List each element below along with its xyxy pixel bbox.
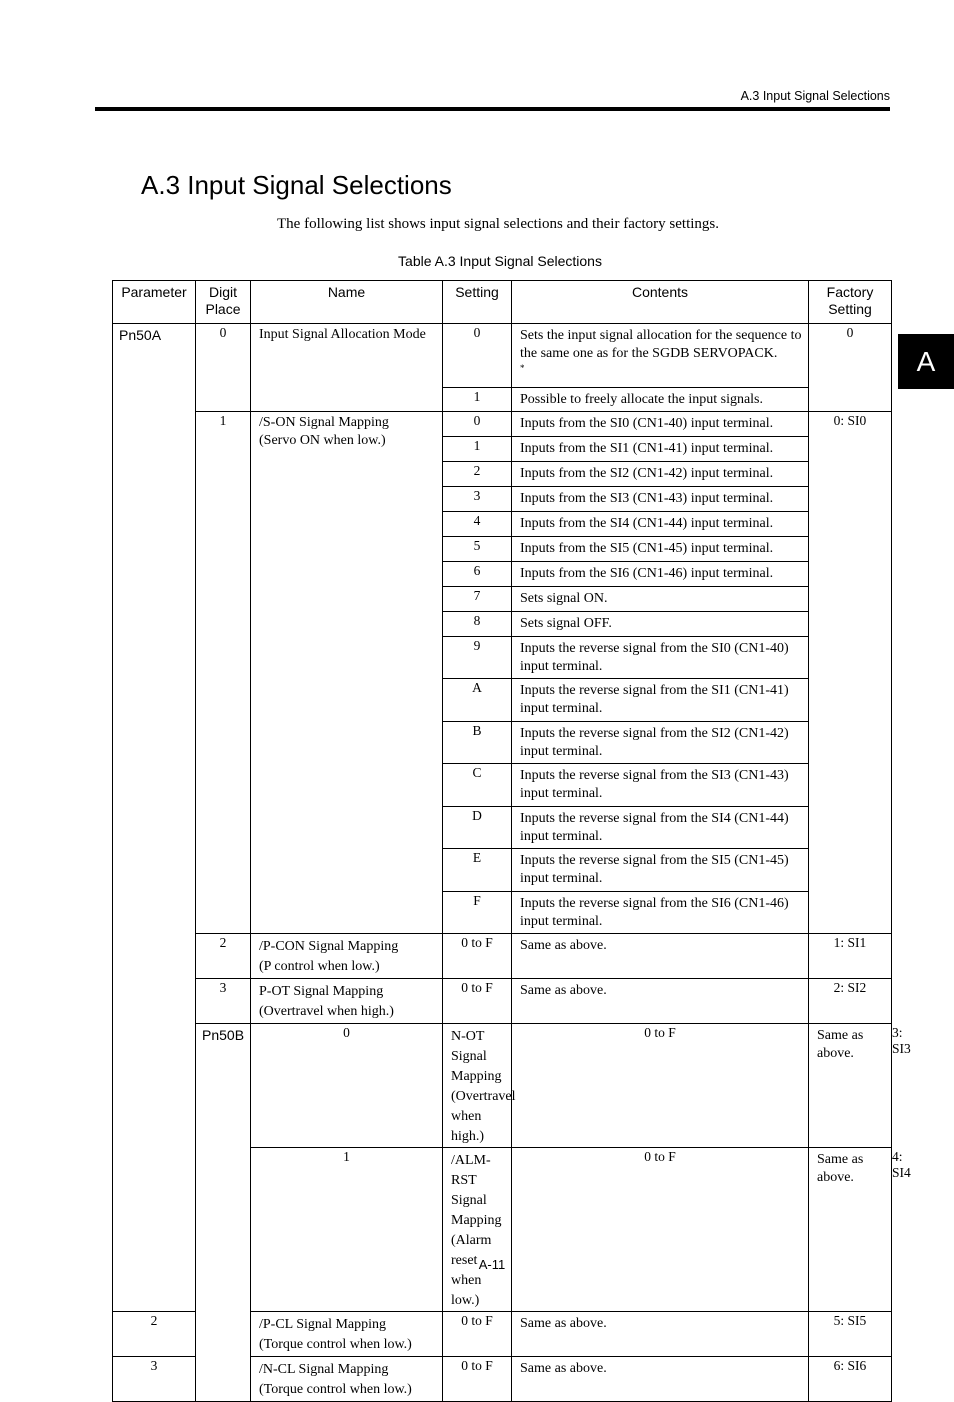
contents-cell: Inputs from the SI1 (CN1-41) input terminal.: [512, 437, 809, 462]
setting-cell: 0 to F: [512, 1148, 809, 1312]
name-line: (Overtravel when high.): [259, 1004, 394, 1019]
name-line: N-OT Signal Mapping: [451, 1029, 502, 1084]
contents-cell: Inputs from the SI4 (CN1-44) input terminal.: [512, 512, 809, 537]
setting-cell: 0 to F: [443, 979, 512, 1024]
table-row: [113, 979, 892, 1024]
header-rule: [95, 107, 890, 111]
table-header-row: [113, 281, 892, 324]
digit-cell: 3: [113, 1357, 196, 1402]
col-header-parameter: Parameter: [113, 281, 196, 324]
contents-cell: Inputs from the SI6 (CN1-46) input terminal.: [512, 562, 809, 587]
setting-cell: D: [443, 807, 512, 849]
table-caption: Table A.3 Input Signal Selections: [398, 253, 602, 269]
setting-cell: 6: [443, 562, 512, 587]
contents-cell: Sets signal ON.: [512, 587, 809, 612]
name-cell: [251, 979, 443, 1024]
factory-cell: 5: SI5: [809, 1312, 892, 1357]
contents-cell: [512, 324, 809, 388]
name-line: (Overtravel when high.): [451, 1089, 516, 1144]
col-header-contents: Contents: [512, 281, 809, 324]
name-line: (Servo ON when low.): [259, 433, 386, 448]
setting-cell: 0 to F: [443, 934, 512, 979]
contents-cell: Possible to freely allocate the input signals.: [512, 388, 809, 412]
name-line: (Torque control when low.): [259, 1382, 412, 1397]
setting-cell: 9: [443, 637, 512, 679]
contents-text: Sets the input signal allocation for the sequence to the same one as for the SGDB SERVOPACK.: [520, 328, 802, 361]
name-line: (Torque control when low.): [259, 1337, 412, 1352]
digit-cell: 2: [113, 1312, 196, 1357]
name-cell: [251, 412, 443, 934]
digit-cell: 1: [196, 412, 251, 934]
setting-cell: C: [443, 764, 512, 807]
intro-paragraph: The following list shows input signal selections and their factory settings.: [277, 216, 720, 232]
contents-cell: Inputs from the SI5 (CN1-45) input terminal.: [512, 537, 809, 562]
name-cell: [251, 1357, 443, 1402]
contents-cell: Inputs the reverse signal from the SI3 (CN1-43) input terminal.: [512, 764, 809, 807]
setting-cell: 1: [443, 437, 512, 462]
name-cell: [251, 934, 443, 979]
parameter-cell: Pn50A: [113, 324, 196, 1312]
setting-cell: 0: [443, 412, 512, 437]
setting-cell: 0: [443, 324, 512, 388]
name-cell: [443, 1148, 512, 1312]
contents-cell: Inputs the reverse signal from the SI5 (CN1-45) input terminal.: [512, 849, 809, 892]
table-row: [113, 412, 892, 437]
factory-cell: 0: SI0: [809, 412, 892, 934]
setting-cell: B: [443, 722, 512, 764]
contents-cell: Inputs from the SI3 (CN1-43) input terminal.: [512, 487, 809, 512]
contents-cell: Same as above.: [512, 1312, 809, 1357]
setting-cell: 0 to F: [443, 1357, 512, 1402]
factory-cell: 6: SI6: [809, 1357, 892, 1402]
contents-cell: Same as above.: [512, 1357, 809, 1402]
footnote-mark: *: [520, 363, 525, 373]
contents-cell: Inputs the reverse signal from the SI0 (CN1-40) input terminal.: [512, 637, 809, 679]
setting-cell: 1: [443, 388, 512, 412]
table-row: 1 /ALM-RST Signal Mapping (Alarm reset when low.) 0 to F Same as above. 4: SI4: [113, 1148, 892, 1312]
digit-cell: 3: [196, 979, 251, 1024]
name-line: P-OT Signal Mapping: [259, 984, 384, 999]
contents-cell: Sets signal OFF.: [512, 612, 809, 637]
name-line: /ALM-RST Signal Mapping: [451, 1153, 502, 1228]
setting-cell: 3: [443, 487, 512, 512]
name-line: /S-ON Signal Mapping: [259, 415, 389, 430]
setting-cell: 5: [443, 537, 512, 562]
input-signal-table: [112, 280, 911, 1402]
name-cell: [443, 1024, 516, 1148]
contents-cell: Same as above.: [809, 1148, 892, 1312]
contents-cell: Same as above.: [512, 934, 809, 979]
table-row: [113, 324, 892, 388]
setting-cell: E: [443, 849, 512, 892]
page-number: A-11: [478, 1257, 506, 1272]
parameter-cell: Pn50B: [196, 1024, 251, 1402]
digit-cell: 0: [251, 1024, 443, 1148]
page-title: A.3 Input Signal Selections: [141, 170, 452, 200]
contents-cell: Inputs the reverse signal from the SI4 (CN1-44) input terminal.: [512, 807, 809, 849]
name-line: /N-CL Signal Mapping: [259, 1362, 389, 1377]
name-line: (P control when low.): [259, 959, 380, 974]
setting-cell: 2: [443, 462, 512, 487]
setting-cell: A: [443, 679, 512, 722]
factory-cell: 0: [809, 324, 892, 412]
name-cell: [251, 1312, 443, 1357]
contents-cell: Inputs the reverse signal from the SI2 (CN1-42) input terminal.: [512, 722, 809, 764]
factory-cell: 1: SI1: [809, 934, 892, 979]
setting-cell: 0 to F: [512, 1024, 809, 1148]
contents-cell: Inputs the reverse signal from the SI6 (CN1-46) input terminal.: [512, 892, 809, 934]
col-header-digit-place: Digit Place: [196, 281, 251, 324]
contents-cell: Same as above.: [512, 979, 809, 1024]
contents-cell: Inputs from the SI2 (CN1-42) input terminal.: [512, 462, 809, 487]
table-row: [113, 934, 892, 979]
col-header-name: Name: [251, 281, 443, 324]
digit-cell: 2: [196, 934, 251, 979]
name-line: /P-CL Signal Mapping: [259, 1317, 387, 1332]
setting-cell: 8: [443, 612, 512, 637]
name-cell: Input Signal Allocation Mode: [251, 324, 443, 412]
table-row: Pn50B 0 N-OT Signal Mapping (Overtravel when high.) 0 to F Same as above. 3: SI3: [113, 1024, 892, 1148]
name-line: /P-CON Signal Mapping: [259, 939, 399, 954]
appendix-tab: A: [898, 334, 954, 389]
setting-cell: 7: [443, 587, 512, 612]
contents-cell: Inputs from the SI0 (CN1-40) input terminal.: [512, 412, 809, 437]
setting-cell: F: [443, 892, 512, 934]
digit-cell: 0: [196, 324, 251, 412]
name-line: (Alarm reset when low.): [451, 1233, 492, 1308]
digit-cell: 1: [251, 1148, 443, 1312]
contents-cell: Same as above.: [809, 1024, 892, 1148]
col-header-setting: Setting: [443, 281, 512, 324]
setting-cell: 0 to F: [443, 1312, 512, 1357]
factory-cell: 2: SI2: [809, 979, 892, 1024]
running-header: A.3 Input Signal Selections: [740, 89, 890, 103]
col-header-factory-setting: Factory Setting: [809, 281, 892, 324]
contents-cell: Inputs the reverse signal from the SI1 (CN1-41) input terminal.: [512, 679, 809, 722]
setting-cell: 4: [443, 512, 512, 537]
